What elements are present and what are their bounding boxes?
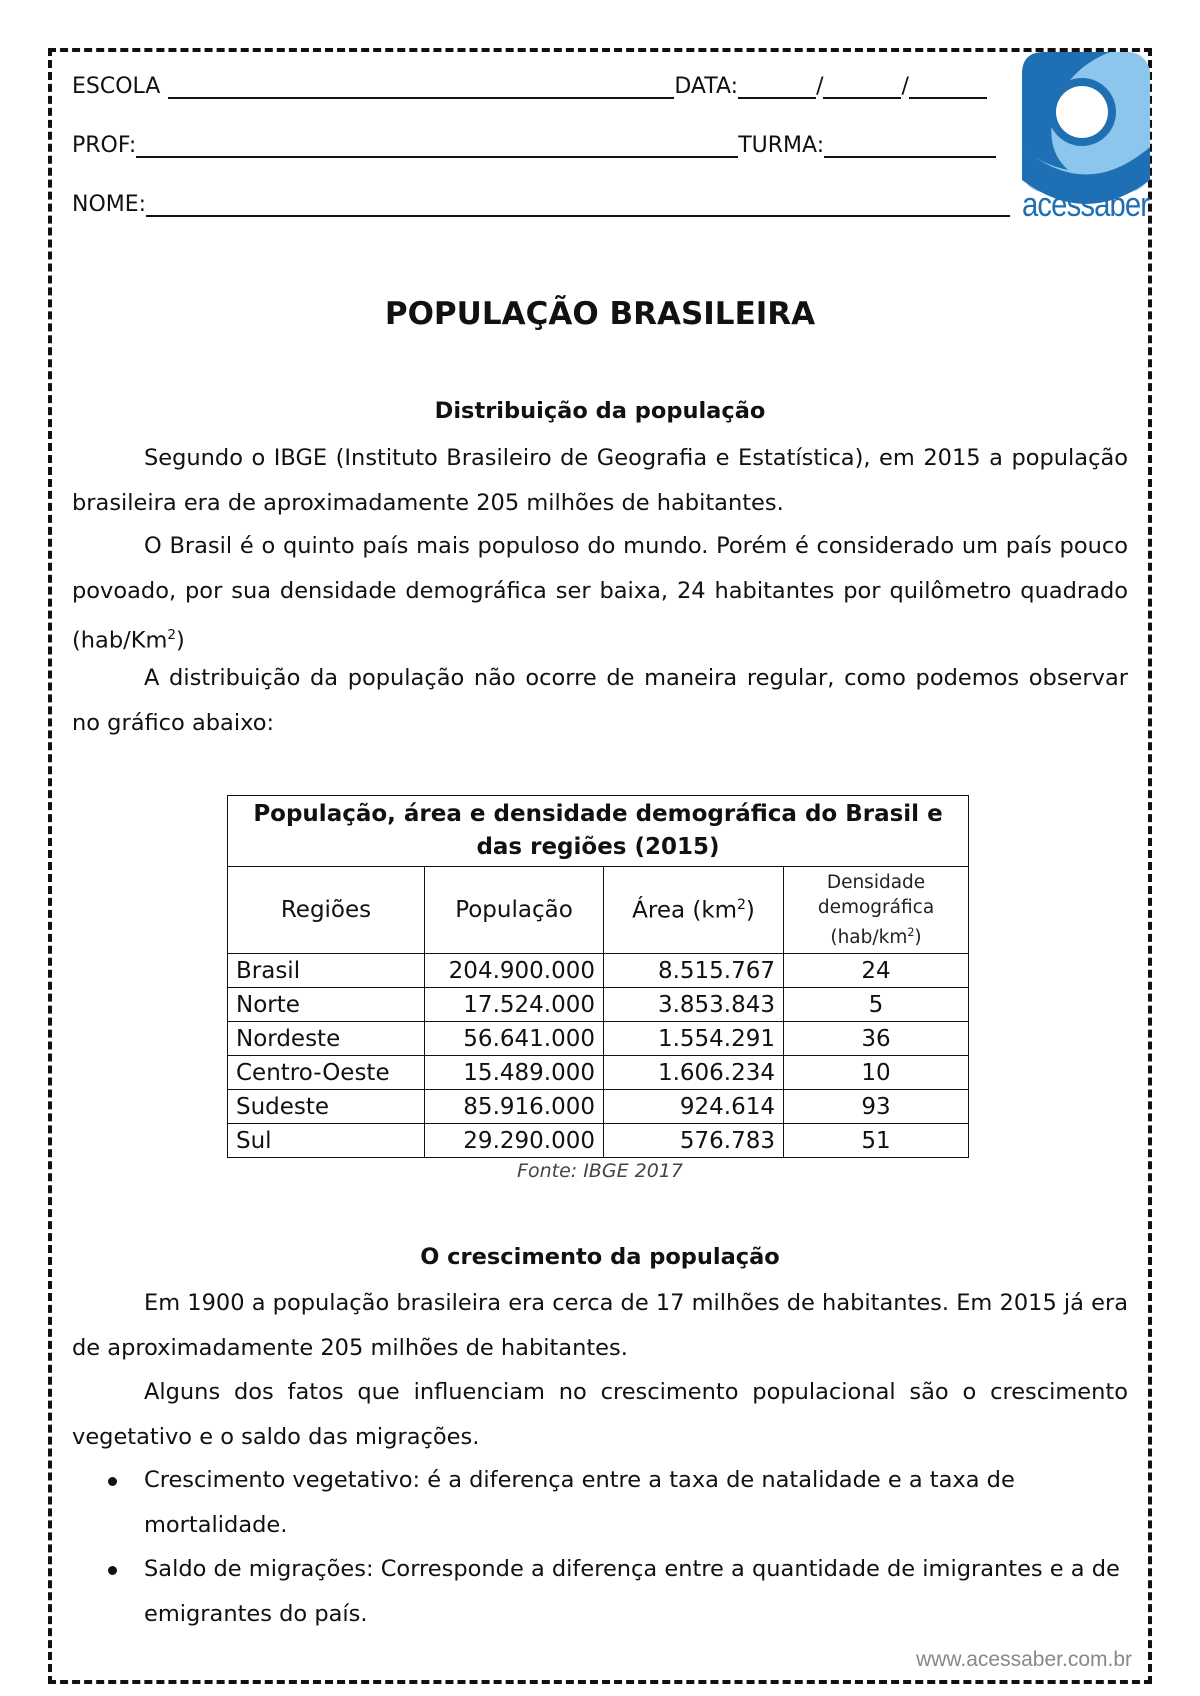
table-body bbox=[228, 954, 969, 1158]
section2-heading: O crescimento da população bbox=[420, 1244, 780, 1270]
table-caption: População, área e densidade demográfica do Brasil e das regiões (2015) bbox=[228, 796, 969, 867]
escola-label: ESCOLA bbox=[72, 74, 161, 99]
header-populacao: População bbox=[425, 867, 604, 954]
nome-field[interactable] bbox=[146, 193, 1010, 217]
data-label: DATA: bbox=[674, 74, 739, 99]
cell-populacao: 29.290.000 bbox=[425, 1124, 604, 1158]
cell-area: 576.783 bbox=[604, 1124, 784, 1158]
escola-field[interactable] bbox=[168, 75, 674, 99]
cell-regiao: Centro-Oeste bbox=[228, 1056, 425, 1090]
header-area: Área $(km^2)$ bbox=[604, 867, 784, 954]
cell-area: 1.606.234 bbox=[604, 1056, 784, 1090]
section2-paragraph-2: Alguns dos fatos que influenciam no crescimento populacional são o crescimento vegetativo e o saldo das migrações. bbox=[72, 1379, 1128, 1450]
page-title: POPULAÇÃO BRASILEIRA bbox=[384, 296, 816, 332]
header-densidade: Densidade demográfica $(hab/km^2)$ bbox=[784, 867, 969, 954]
cell-densidade: 10 bbox=[784, 1056, 969, 1090]
section2-paragraph-1: Em 1900 a população brasileira era cerca de 17 milhões de habitantes. Em 2015 já era de aproximadamente 205 milhões de habitantes. bbox=[72, 1290, 1128, 1361]
table-row bbox=[228, 1056, 969, 1090]
turma-field[interactable] bbox=[824, 134, 996, 158]
section1-heading: Distribuição da população bbox=[434, 398, 766, 424]
cell-densidade: 24 bbox=[784, 954, 969, 988]
table-row bbox=[228, 954, 969, 988]
nome-label: NOME: bbox=[72, 192, 147, 217]
cell-densidade: 51 bbox=[784, 1124, 969, 1158]
cell-densidade: 93 bbox=[784, 1090, 969, 1124]
bullet-dot-icon bbox=[108, 1566, 117, 1575]
footer-url: www.acessaber.com.br bbox=[916, 1648, 1132, 1671]
population-table bbox=[227, 795, 969, 1158]
section1-paragraph-2: O Brasil é o quinto país mais populoso do mundo. Porém é considerado um país pouco povoado, por sua densidade demográfica ser baixa, 24 habitantes por quilômetro quadrado (hab/Km$^2$) bbox=[72, 533, 1128, 654]
bullet-item: Saldo de migrações: Corresponde a diferença entre a quantidade de imigrantes e a de emigrantes do país. bbox=[72, 1547, 1128, 1636]
date-month-field[interactable] bbox=[823, 75, 901, 99]
cell-populacao: 56.641.000 bbox=[425, 1022, 604, 1056]
date-sep-2: / bbox=[901, 74, 909, 99]
cell-densidade: 36 bbox=[784, 1022, 969, 1056]
turma-label: TURMA: bbox=[738, 133, 825, 158]
table-row bbox=[228, 988, 969, 1022]
cell-regiao: Sudeste bbox=[228, 1090, 425, 1124]
section1-paragraph-1: Segundo o IBGE (Instituto Brasileiro de Geografia e Estatística), em 2015 a população brasileira era de aproximadamente 205 milhões de habitantes. bbox=[72, 445, 1128, 516]
date-sep-1: / bbox=[816, 74, 824, 99]
cell-area: 3.853.843 bbox=[604, 988, 784, 1022]
bullet-list bbox=[72, 1458, 1128, 1636]
prof-row bbox=[72, 133, 996, 158]
cell-regiao: Nordeste bbox=[228, 1022, 425, 1056]
logo-wordmark: acessaber bbox=[1022, 186, 1150, 224]
cell-populacao: 17.524.000 bbox=[425, 988, 604, 1022]
table-row bbox=[228, 1124, 969, 1158]
header-regioes: Regiões bbox=[228, 867, 425, 954]
escola-row bbox=[72, 74, 987, 99]
date-year-field[interactable] bbox=[909, 75, 987, 99]
section1-paragraph-3: A distribuição da população não ocorre de maneira regular, como podemos observar no gráfico abaixo: bbox=[72, 665, 1128, 736]
cell-area: 924.614 bbox=[604, 1090, 784, 1124]
bullet-item: Crescimento vegetativo: é a diferença entre a taxa de natalidade e a taxa de mortalidade. bbox=[72, 1458, 1128, 1547]
cell-densidade: 5 bbox=[784, 988, 969, 1022]
cell-populacao: 204.900.000 bbox=[425, 954, 604, 988]
cell-regiao: Sul bbox=[228, 1124, 425, 1158]
cell-area: 8.515.767 bbox=[604, 954, 784, 988]
cell-regiao: Brasil bbox=[228, 954, 425, 988]
table-source: Fonte: IBGE 2017 bbox=[517, 1160, 683, 1182]
cell-populacao: 85.916.000 bbox=[425, 1090, 604, 1124]
nome-row bbox=[72, 192, 1010, 217]
table-row bbox=[228, 1022, 969, 1056]
prof-field[interactable] bbox=[136, 134, 738, 158]
table-row bbox=[228, 1090, 969, 1124]
cell-populacao: 15.489.000 bbox=[425, 1056, 604, 1090]
cell-regiao: Norte bbox=[228, 988, 425, 1022]
prof-label: PROF: bbox=[72, 133, 137, 158]
date-day-field[interactable] bbox=[738, 75, 816, 99]
bullet-dot-icon bbox=[108, 1477, 117, 1486]
cell-area: 1.554.291 bbox=[604, 1022, 784, 1056]
